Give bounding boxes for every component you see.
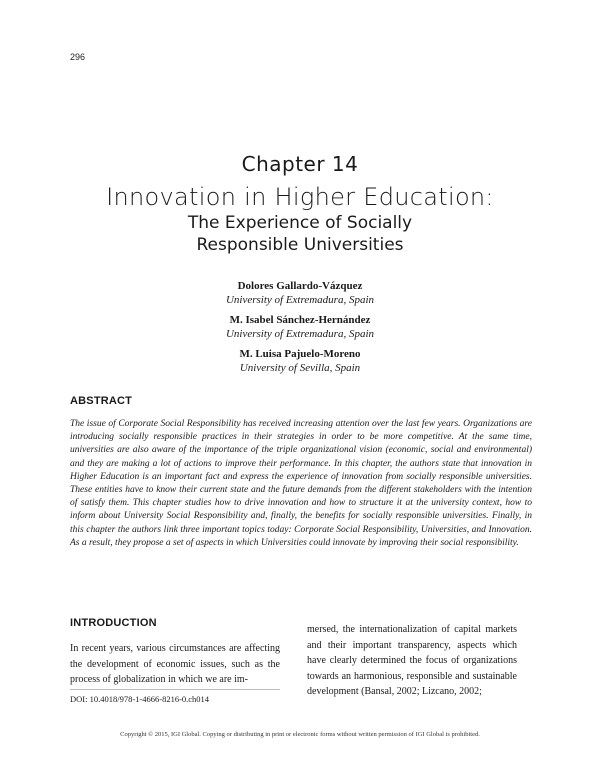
author-name: M. Luisa Pajuelo-Moreno bbox=[239, 348, 361, 360]
footnote-divider bbox=[70, 689, 280, 690]
subtitle-line: Responsible Universities bbox=[196, 235, 404, 255]
author-name: M. Isabel Sánchez-Hernández bbox=[229, 314, 371, 326]
author-block bbox=[0, 279, 600, 307]
chapter-subtitle bbox=[0, 212, 600, 256]
author-block bbox=[0, 347, 600, 375]
abstract-text: The issue of Corporate Social Responsibility has received increasing attention over the last few years. Organizations are introducing socially responsible practices in their strategies in order to be more competitive. At the same time, universities are also aware of the importance of the triple organizational vision (economic, social and environmental) and they are making a lot of actions to improve their performance. In this chapter, the authors state that innovation in Higher Education is an important fact and express the experience of innovation from socially responsible universities. These entities have to know their current state and the future demands from the different stakeholders with the intention of satisfy them. This chapter studies how to drive innovation and how to structure it at the university context, how to inform about University Social Responsibility and, finally, the benefits for socially responsible universities. Finally, in this chapter the authors link three important topics today: Corporate Social Responsibility, Universities, and Innovation. As a result, they propose a set of aspects in which Universities could innovate by improving their social responsibility. bbox=[70, 419, 532, 548]
author-affiliation: University of Extremadura, Spain bbox=[225, 294, 375, 306]
introduction-right-column: mersed, the internationalization of capital markets and their important transparency, aspects which have clearly determined the focus of organizations towards an harmonious, responsible and sustainable development (Bansal, 2002; Lizcano, 2002; bbox=[307, 624, 517, 698]
introduction-left-column: In recent years, various circumstances are affecting the development of economic issues, such as the process of globalization in which we are im- bbox=[70, 643, 280, 686]
author-block bbox=[0, 313, 600, 341]
chapter-title: Innovation in Higher Education: bbox=[106, 183, 494, 211]
author-name: Dolores Gallardo-Vázquez bbox=[237, 280, 363, 292]
subtitle-line: The Experience of Socially bbox=[187, 213, 413, 233]
introduction-heading: INTRODUCTION bbox=[70, 617, 157, 629]
copyright-notice: Copyright © 2015, IGI Global. Copying or distributing in print or electronic forms without written permission of IGI Global is prohibited. bbox=[120, 731, 480, 738]
page-number: 296 bbox=[70, 52, 86, 62]
author-affiliation: University of Sevilla, Spain bbox=[239, 362, 361, 374]
chapter-label: Chapter 14 bbox=[241, 152, 359, 176]
doi: DOI: 10.4018/978-1-4666-8216-0.ch014 bbox=[70, 694, 210, 704]
author-affiliation: University of Extremadura, Spain bbox=[225, 328, 375, 340]
abstract-heading: ABSTRACT bbox=[70, 395, 133, 407]
